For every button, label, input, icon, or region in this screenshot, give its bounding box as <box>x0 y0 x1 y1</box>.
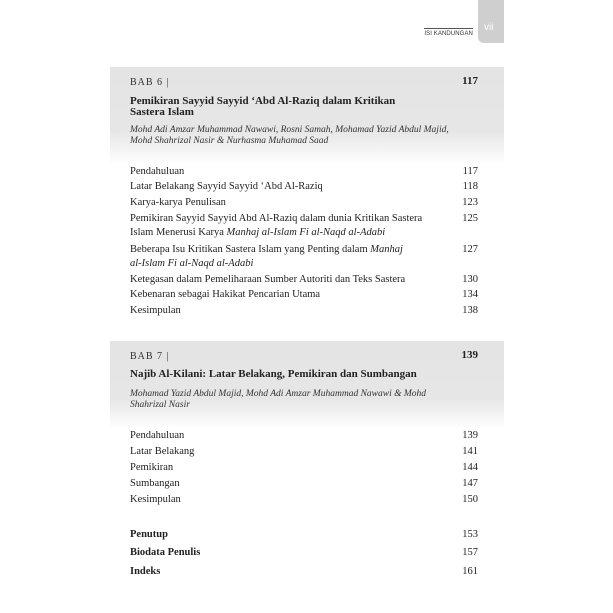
page-number: vii <box>484 22 494 33</box>
toc-entry[interactable]: Latar Belakang 141 <box>130 446 478 457</box>
toc-entry[interactable]: Pendahuluan 139 <box>130 430 478 441</box>
toc-penutup[interactable]: Penutup 153 <box>130 529 478 540</box>
chapter-authors: Mohamad Yazid Abdul Majid, Mohd Adi Amzar Muhammad Nawawi & Mohd Shahrizal Nasir <box>130 389 427 410</box>
toc-entry[interactable]: Sumbangan 147 <box>130 478 478 489</box>
toc-entry[interactable]: Pemikiran 144 <box>130 462 478 473</box>
toc-entry[interactable]: Pendahuluan 117 <box>130 166 478 177</box>
toc-biodata[interactable]: Biodata Penulis 157 <box>130 547 478 558</box>
chapter-6-header <box>110 67 504 165</box>
toc-indeks[interactable]: Indeks 161 <box>130 566 478 577</box>
chapter-title: Pemikiran Sayyid Sayyid ‘Abd Al-Raziq dalam Kritikan Sastera Islam <box>130 95 396 118</box>
toc-entry[interactable]: Beberapa Isu Kritikan Sastera Islam yang Penting dalam Manhaj 127 al-Islam Fi al-Naqd al-Adabi <box>130 244 478 269</box>
chapter-label: BAB 6 | <box>130 77 170 88</box>
chapter-page: 117 <box>462 75 478 87</box>
page-tab <box>478 0 504 43</box>
toc-entry[interactable]: Kesimpulan 150 <box>130 494 478 505</box>
toc-entry[interactable]: Pemikiran Sayyid Sayyid Abd Al-Raziq dalam dunia Kritikan Sastera 125 Islam Menerusi Karya Manhaj al-Islam Fi al-Naqd al-Adabi <box>130 213 478 238</box>
chapter-title: Najib Al-Kilani: Latar Belakang, Pemikiran dan Sumbangan <box>130 368 417 380</box>
chapter-page: 139 <box>461 349 478 361</box>
toc-entry[interactable]: Kebenaran sebagai Hakikat Pencarian Utama 134 <box>130 289 478 300</box>
toc-entry[interactable]: Karya-karya Penulisan 123 <box>130 197 478 208</box>
chapter-label: BAB 7 | <box>130 351 170 362</box>
chapter-7-header <box>110 341 504 429</box>
toc-entry[interactable]: Ketegasan dalam Pemeliharaan Sumber Autoriti dan Teks Sastera 130 <box>130 274 478 285</box>
running-header: ISI KANDUNGAN <box>424 28 473 37</box>
chapter-authors: Mohd Adi Amzar Muhammad Nawawi, Rosni Samah, Mohamad Yazid Abdul Majid, Mohd Shahrizal Nasir & Nurhasma Muhamad Saad <box>130 125 449 146</box>
toc-entry[interactable]: Kesimpulan 138 <box>130 305 478 316</box>
toc-entry[interactable]: Latar Belakang Sayyid Sayyid ‘Abd Al-Raziq 118 <box>130 181 478 192</box>
